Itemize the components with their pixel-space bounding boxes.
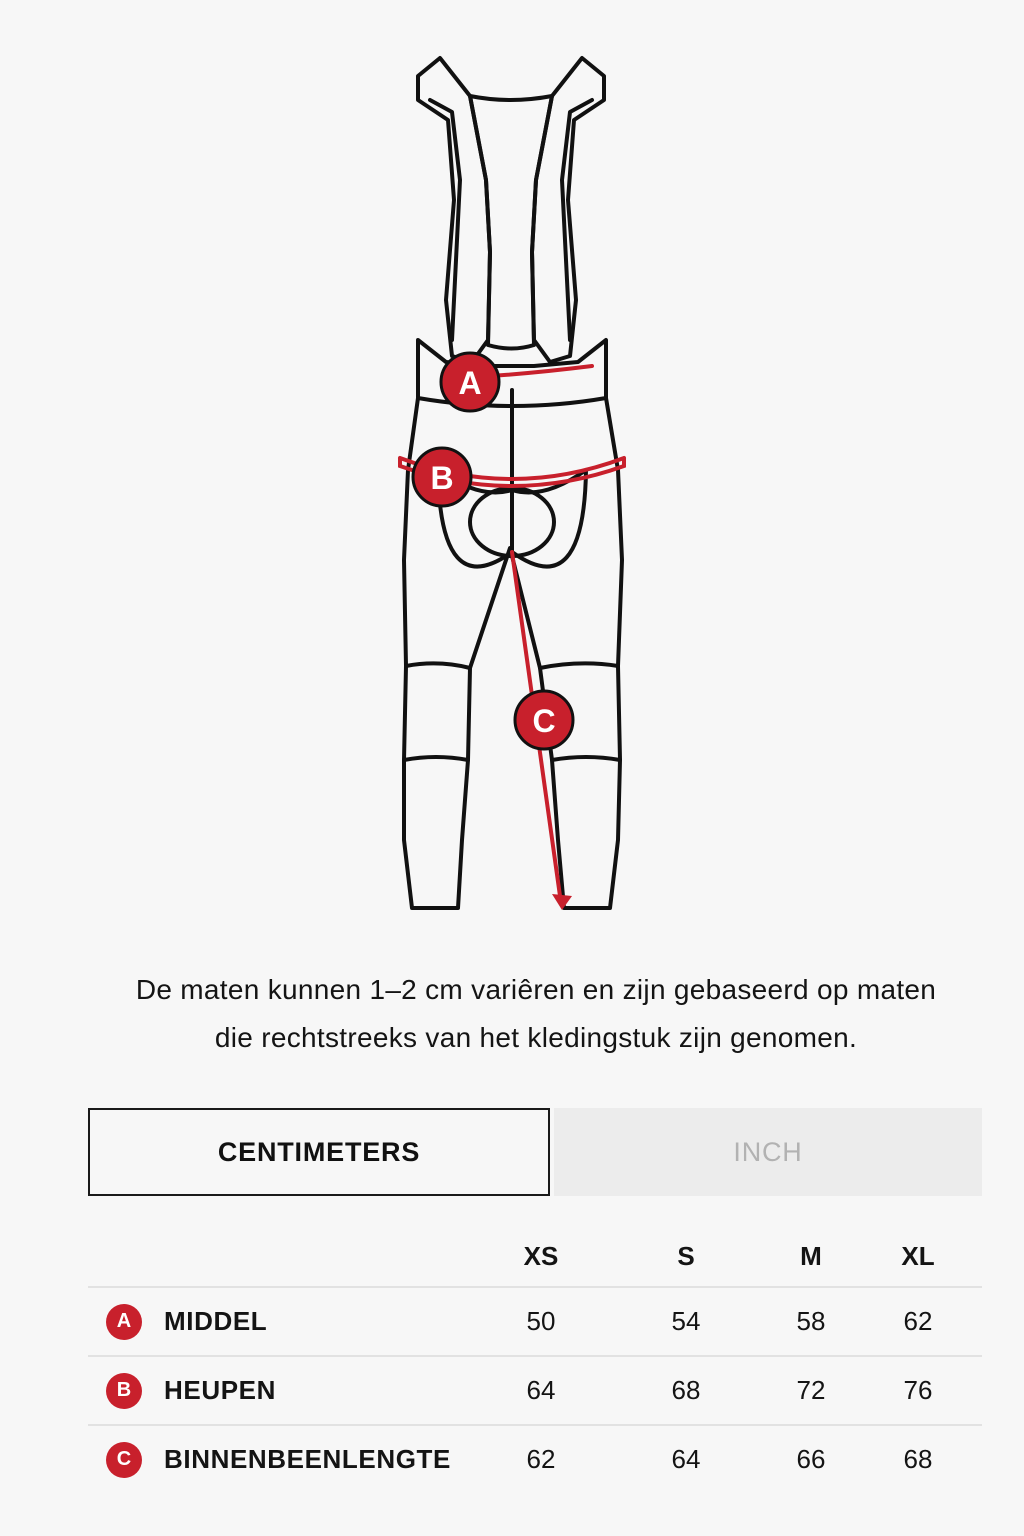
cell-value: 58 xyxy=(768,1287,854,1356)
marker-c-label: C xyxy=(532,703,556,739)
cell-value: 50 xyxy=(478,1287,604,1356)
row-label: HEUPEN xyxy=(164,1375,276,1405)
cell-value: 72 xyxy=(768,1356,854,1425)
badge-b: B xyxy=(106,1373,142,1409)
unit-toggle xyxy=(88,1108,982,1196)
table-row xyxy=(88,1287,982,1356)
row-label: BINNENBEENLENGTE xyxy=(164,1444,451,1474)
cell-value: 62 xyxy=(854,1287,982,1356)
back-panel xyxy=(470,96,552,349)
tab-inch[interactable]: INCH xyxy=(554,1108,982,1196)
size-table xyxy=(88,1226,982,1493)
header-size-xs: XS xyxy=(478,1226,604,1287)
marker-c xyxy=(515,691,573,749)
badge-c: C xyxy=(106,1442,142,1478)
measurement-note xyxy=(40,966,1024,1062)
table-row xyxy=(88,1425,982,1493)
cell-value: 68 xyxy=(903,1444,933,1474)
badge-a: A xyxy=(106,1304,142,1340)
cell-value: 64 xyxy=(478,1356,604,1425)
cell-value: 62 xyxy=(526,1444,556,1474)
marker-a-label: A xyxy=(458,365,482,401)
cell-value: 68 xyxy=(604,1356,768,1425)
header-size-m: M xyxy=(768,1226,854,1287)
marker-a xyxy=(441,353,499,411)
header-size-xl: XL xyxy=(854,1226,982,1287)
cell-value: 76 xyxy=(854,1356,982,1425)
cell-value: 66 xyxy=(796,1444,826,1474)
header-size-s: S xyxy=(604,1226,768,1287)
size-header-row xyxy=(88,1226,982,1287)
table-row xyxy=(88,1356,982,1425)
cell-value: 54 xyxy=(604,1287,768,1356)
tab-centimeters[interactable]: CENTIMETERS xyxy=(88,1108,550,1196)
measurement-note-line-2: die rechtstreeks van het kledingstuk zijn genomen. xyxy=(214,1022,858,1053)
marker-b xyxy=(413,448,471,506)
cell-value: 64 xyxy=(671,1444,701,1474)
measurement-note-line-1: De maten kunnen 1–2 cm variêren en zijn gebaseerd op maten xyxy=(135,974,937,1005)
marker-b-label: B xyxy=(430,460,454,496)
header-blank xyxy=(88,1226,478,1287)
row-label: MIDDEL xyxy=(164,1306,268,1336)
